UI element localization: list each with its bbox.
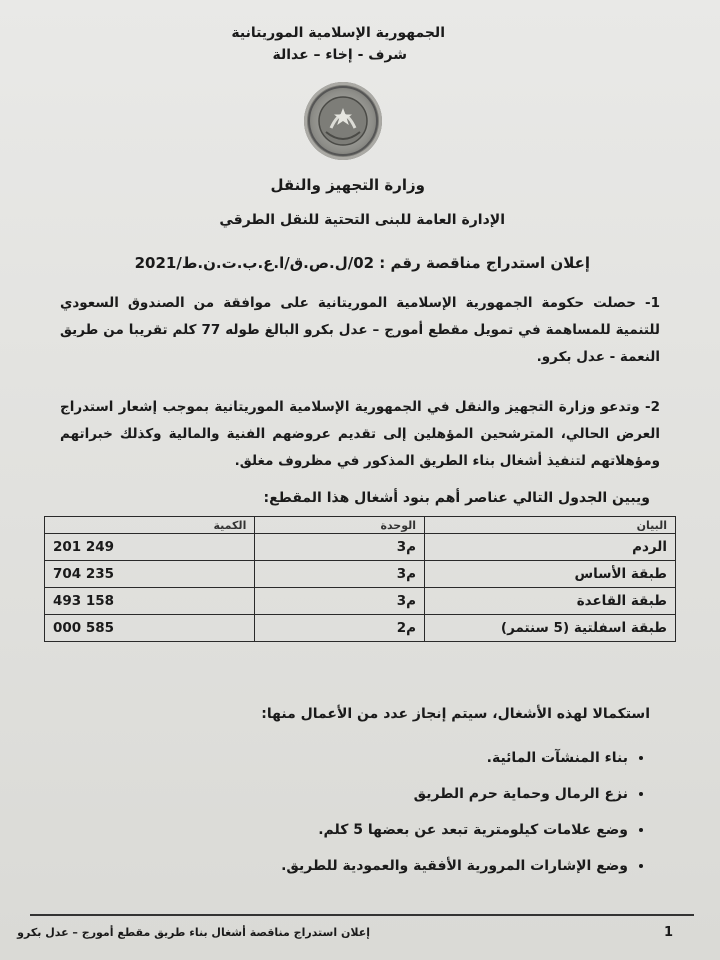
directorate-name: الإدارة العامة للبنى التحتية للنقل الطرقي [219, 212, 505, 228]
list-item: • بناء المنشآت المائية. [281, 740, 628, 776]
works-list [281, 740, 650, 884]
row-quantity: 585 000 [45, 615, 255, 642]
table-row [45, 534, 676, 561]
row-quantity: 158 493 [45, 588, 255, 615]
header-description: البيان [425, 517, 676, 534]
table-intro: ويبين الجدول التالي عناصر أهم بنود أشغال هذا المقطع: [263, 490, 650, 506]
table-row [45, 615, 676, 642]
works-table [44, 516, 676, 642]
row-item: طبقة اسفلتية (5 سنتمر) [425, 615, 676, 642]
paragraph-2: 2- وتدعو وزارة التجهيز والنقل في الجمهورية الإسلامية الموريتانية بموجب إشعار استدراج العرض الحالي، المترشحين المؤهلين إلى تقديم عروضهم الفنية والمالية وكذلك خبراتهم ومؤهلاتهم لتنفيذ أشغال بناء الطريق المذكور في مظروف مغلق. [60, 399, 660, 469]
list-item: • نزع الرمال وحماية حرم الطريق [281, 776, 628, 812]
row-item: الردم [425, 534, 676, 561]
national-seal-icon [304, 82, 382, 160]
motto: شرف - إخاء – عدالة [272, 47, 407, 63]
row-quantity: 249 201 [45, 534, 255, 561]
list-item: • وضع الإشارات المرورية الأفقية والعمودية للطريق. [281, 848, 628, 884]
letterhead [231, 22, 445, 66]
table-row [45, 588, 676, 615]
header-quantity: الكمية [45, 517, 255, 534]
row-quantity: 235 704 [45, 561, 255, 588]
row-unit: م3 [255, 561, 425, 588]
footer-divider [30, 914, 694, 916]
row-unit: م2 [255, 615, 425, 642]
notice-title: إعلان استدراج مناقصة رقم : 02/ل.ص.ق/ا.ع.ب.ت.ن.ط/2021 [134, 254, 590, 272]
row-unit: م3 [255, 534, 425, 561]
page-number: 1 [664, 925, 674, 940]
row-item: طبقة الأساس [425, 561, 676, 588]
completion-intro: استكمالا لهذه الأشغال، سيتم إنجاز عدد من الأعمال منها: [261, 706, 650, 722]
row-unit: م3 [255, 588, 425, 615]
ministry-name: وزارة التجهيز والنقل [270, 176, 425, 194]
header-unit: الوحدة [255, 517, 425, 534]
table-header-row [45, 517, 676, 534]
list-item: • وضع علامات كيلومترية تبعد عن بعضها 5 كلم. [281, 812, 628, 848]
country-name: الجمهورية الإسلامية الموريتانية [231, 25, 445, 41]
row-item: طبقة القاعدة [425, 588, 676, 615]
paragraph-1: 1- حصلت حكومة الجمهورية الإسلامية الموريتانية على موافقة من الصندوق السعودي للتنمية للمساهمة في تمويل مقطع أمورج – عدل بكرو البالغ طوله 77 كلم تقريبا من طريق النعمة - عدل بكرو. [60, 295, 660, 365]
footer-text: إعلان استدراج مناقصة أشغال بناء طريق مقطع أمورج – عدل بكرو [17, 926, 370, 939]
table-row [45, 561, 676, 588]
